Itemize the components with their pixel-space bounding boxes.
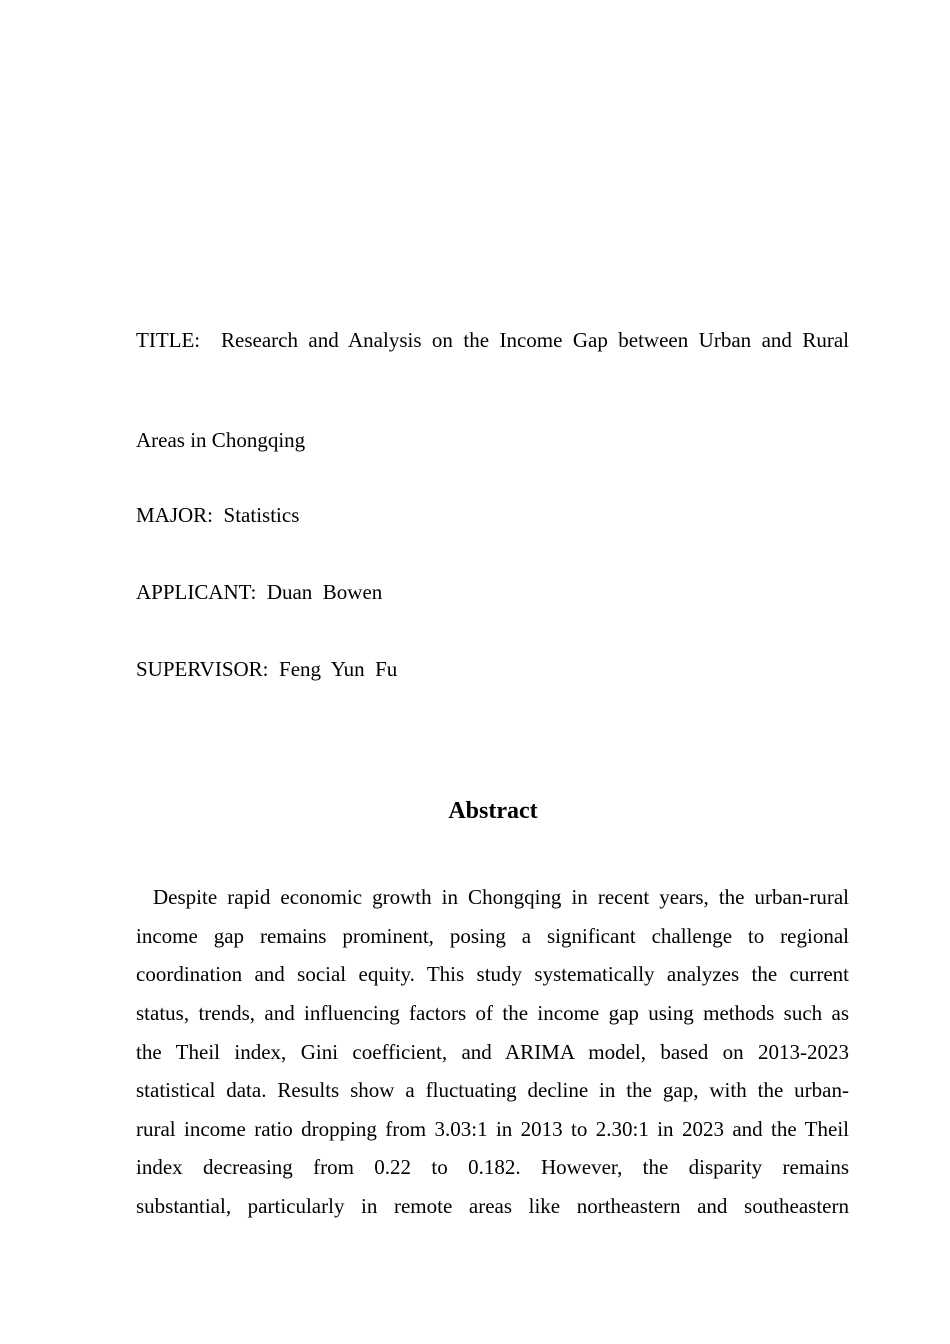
- abstract-line: Despite rapid economic growth in Chongqing in recent years, the urban-rural: [153, 885, 849, 909]
- abstract-heading: Abstract: [448, 798, 538, 824]
- major-value: Statistics: [223, 503, 300, 527]
- abstract-line: the Theil index, Gini coefficient, and ARIMA model, based on 2013-2023: [136, 1040, 849, 1064]
- title-label: TITLE:: [136, 328, 201, 352]
- abstract-line: substantial, particularly in remote areas like northeastern and southeastern: [136, 1194, 849, 1218]
- supervisor-line: [136, 657, 849, 681]
- abstract-line: index decreasing from 0.22 to 0.182. However, the disparity remains: [136, 1155, 849, 1179]
- applicant-value: Duan Bowen: [266, 580, 383, 604]
- title-line-1: [136, 328, 849, 352]
- abstract-line: statistical data. Results show a fluctuating decline in the gap, with the urban-: [136, 1078, 849, 1102]
- title-text: Research and Analysis on the Income Gap between Urban and Rural: [221, 328, 849, 352]
- title-line-2: Areas in Chongqing: [136, 428, 306, 452]
- abstract-line: income gap remains prominent, posing a significant challenge to regional: [136, 924, 849, 948]
- major-line: [136, 503, 849, 527]
- abstract-line: status, trends, and influencing factors of the income gap using methods such as: [136, 1001, 849, 1025]
- applicant-label: APPLICANT:: [136, 580, 257, 604]
- applicant-line: [136, 580, 849, 604]
- supervisor-value: Feng Yun Fu: [279, 657, 398, 681]
- abstract-line: rural income ratio dropping from 3.03:1 in 2013 to 2.30:1 in 2023 and the Theil: [136, 1117, 849, 1141]
- major-label: MAJOR:: [136, 503, 214, 527]
- abstract-line: coordination and social equity. This study systematically analyzes the current: [136, 962, 849, 986]
- supervisor-label: SUPERVISOR:: [136, 657, 269, 681]
